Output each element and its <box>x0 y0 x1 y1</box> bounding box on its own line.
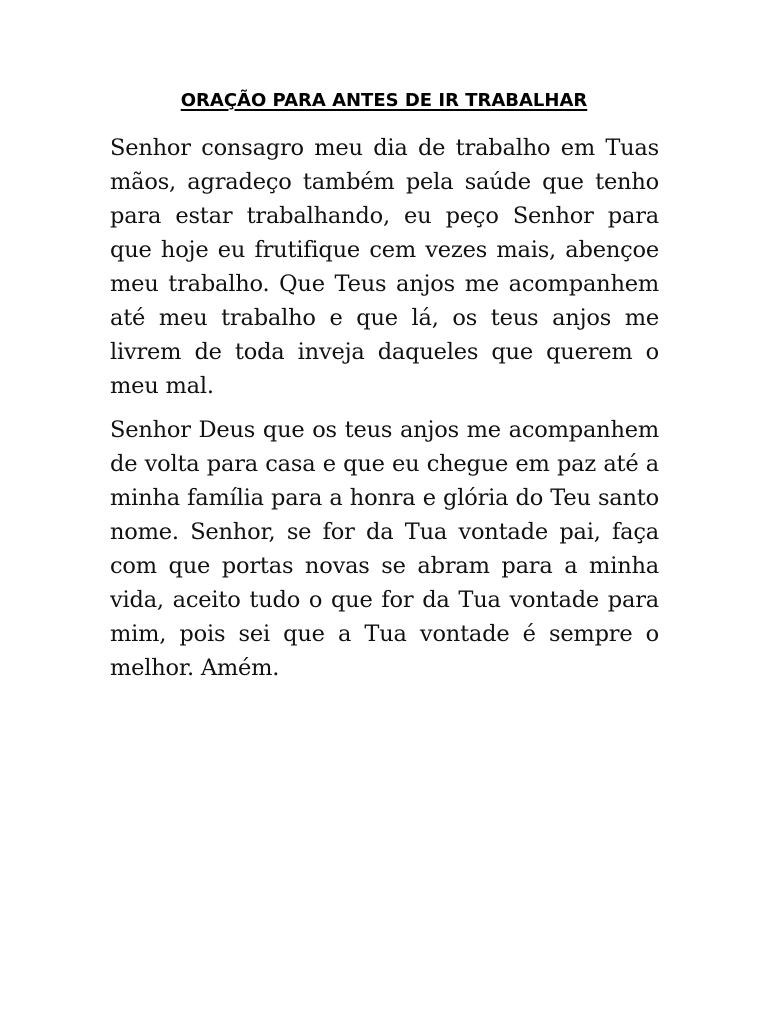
document-title-container <box>0 88 768 114</box>
document-body <box>110 131 659 695</box>
paragraph-2: Senhor Deus que os teus anjos me acompanhem de volta para casa e que eu chegue em paz até a minha família para a honra e glória do Teu santo nome. Senhor, se for da Tua vontade pai, faça com que portas novas se abram para a minha vida, aceito tudo o que for da Tua vontade para mim, pois sei que a Tua vontade é sempre o melhor. Amém. <box>110 417 659 681</box>
document-title: ORAÇÃO PARA ANTES DE IR TRABALHAR <box>180 90 588 111</box>
paragraph-1: Senhor consagro meu dia de trabalho em Tuas mãos, agradeço também pela saúde que tenho para estar trabalhando, eu peço Senhor para que hoje eu frutifique cem vezes mais, abençoe meu trabalho. Que Teus anjos me acompanhem até meu trabalho e que lá, os teus anjos me livrem de toda inveja daqueles que querem o meu mal. <box>110 135 659 399</box>
